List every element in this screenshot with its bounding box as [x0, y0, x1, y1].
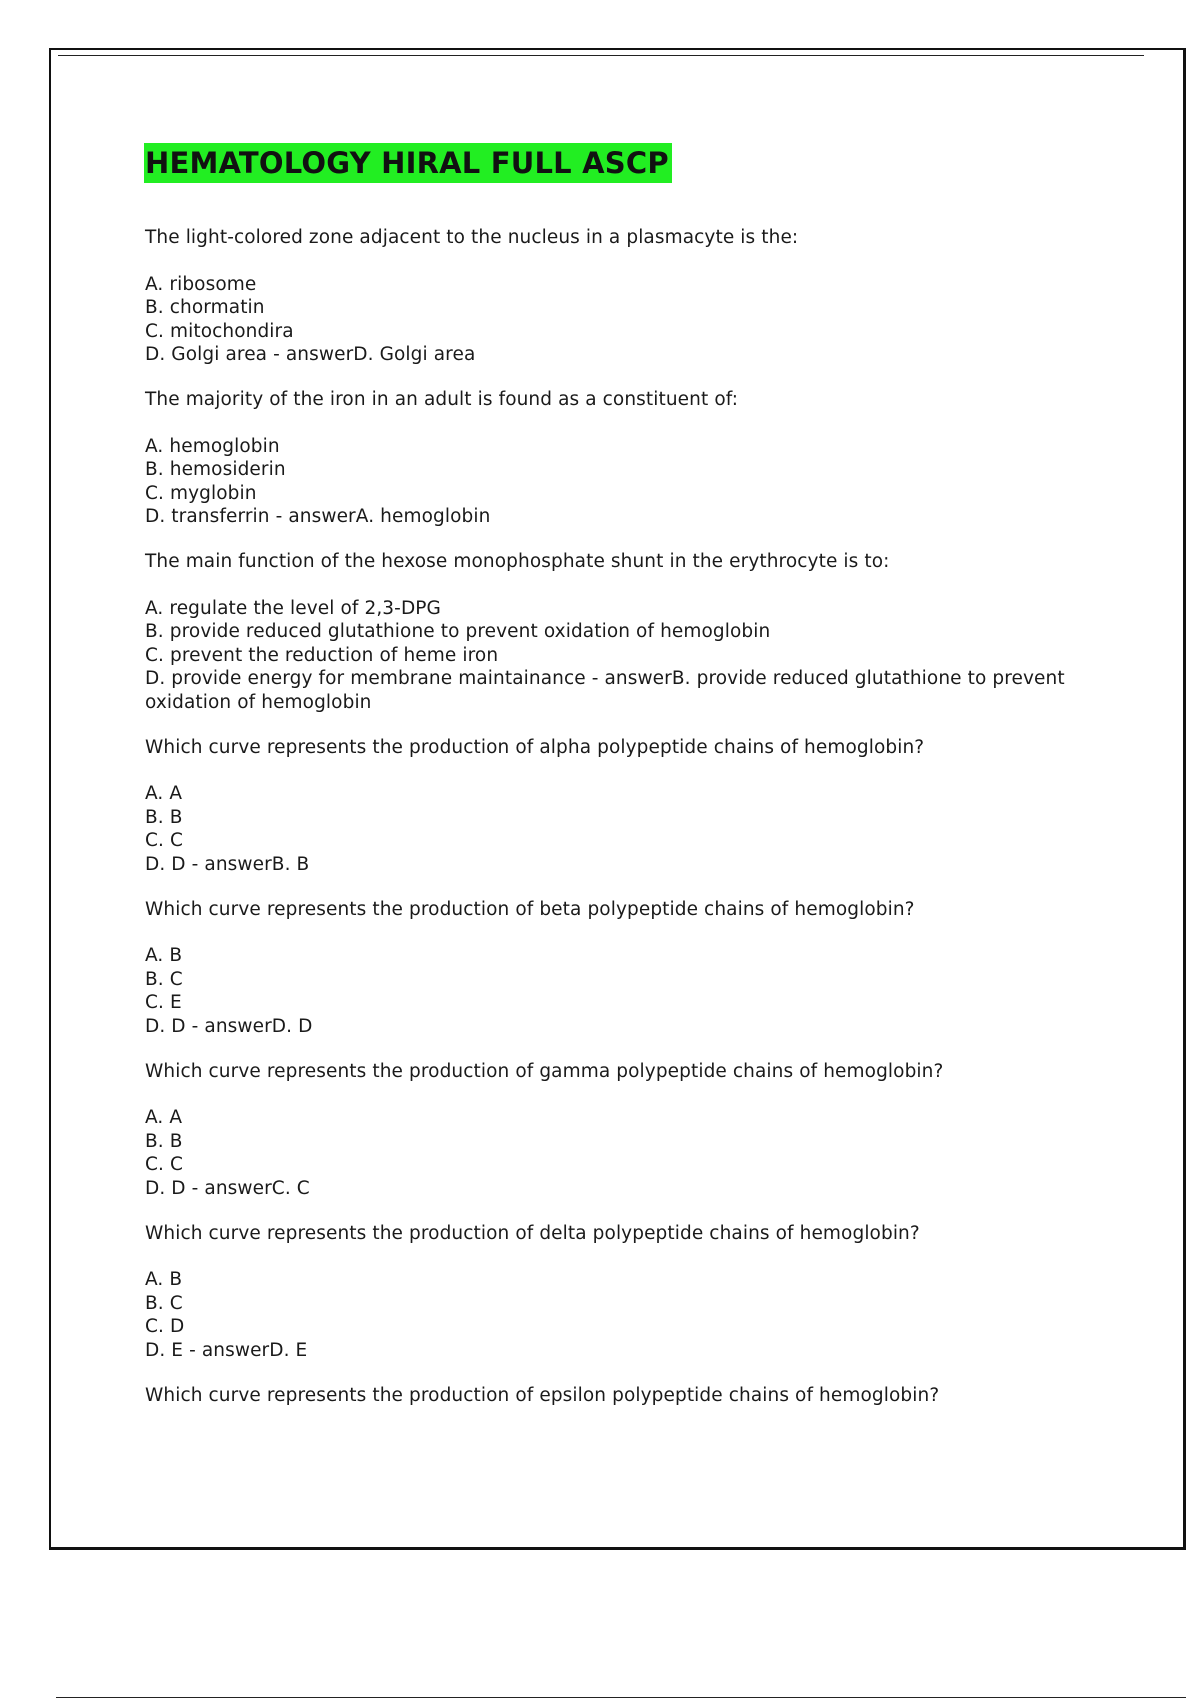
answer-option: B. chormatin — [145, 297, 265, 318]
question-stem: The light-colored zone adjacent to the nucleus in a plasmacyte is the: — [145, 227, 799, 248]
answer-options — [145, 435, 1085, 529]
answer-option: D. D - answerD. D — [145, 1015, 313, 1037]
question-stem: Which curve represents the production of alpha polypeptide chains of hemoglobin? — [145, 736, 925, 758]
answer-option: B. hemosiderin — [145, 459, 286, 480]
answer-options — [145, 1268, 1085, 1362]
question-stem: The majority of the iron in an adult is found as a constituent of: — [145, 389, 739, 410]
answer-option: D. D - answerC. C — [145, 1177, 310, 1199]
answer-option: B. B — [145, 806, 183, 828]
answer-options — [145, 273, 1085, 367]
question-stem: Which curve represents the production of delta polypeptide chains of hemoglobin? — [145, 1222, 920, 1244]
answer-option: B. B — [145, 1130, 183, 1152]
answer-option: D. E - answerD. E — [145, 1339, 308, 1361]
answer-option: B. C — [145, 968, 183, 990]
bottom-rule — [56, 1697, 1186, 1698]
answer-option: B. C — [145, 1292, 183, 1314]
answer-option: B. provide reduced glutathione to prevent oxidation of hemoglobin — [145, 621, 771, 642]
answer-option: C. C — [145, 1154, 183, 1175]
question-stem: Which curve represents the production of beta polypeptide chains of hemoglobin? — [145, 898, 915, 920]
answer-option: D. D - answerB. B — [145, 853, 310, 875]
answer-option: A. B — [145, 945, 183, 966]
answer-option: A. B — [145, 1269, 183, 1290]
answer-option: C. D — [145, 1316, 185, 1337]
answer-option: A. A — [145, 783, 183, 804]
answer-option: A. regulate the level of 2,3-DPG — [145, 597, 441, 619]
answer-options — [145, 1106, 1085, 1200]
answer-option: A. ribosome — [145, 273, 257, 295]
question-stem: The main function of the hexose monophosphate shunt in the erythrocyte is to: — [145, 551, 890, 572]
question-stem: Which curve represents the production of epsilon polypeptide chains of hemoglobin? — [145, 1384, 940, 1406]
answer-option: D. Golgi area - answerD. Golgi area — [145, 344, 476, 365]
answer-option: D. transferrin - answerA. hemoglobin — [145, 506, 491, 527]
answer-option: C. C — [145, 830, 183, 851]
answer-option: A. hemoglobin — [145, 435, 280, 457]
top-rule — [58, 55, 1144, 56]
answer-option: D. provide energy for membrane maintainance - answerB. provide reduced glutathione to prevent oxidation of hemoglobin — [145, 668, 1065, 713]
document-body — [145, 143, 1085, 1430]
answer-option: C. myglobin — [145, 482, 257, 504]
document-title: HEMATOLOGY HIRAL FULL ASCP — [144, 143, 672, 183]
answer-option: A. A — [145, 1107, 183, 1128]
answer-options — [145, 597, 1085, 715]
answer-option: C. mitochondira — [145, 320, 294, 342]
answer-options — [145, 782, 1085, 876]
answer-option: C. prevent the reduction of heme iron — [145, 644, 499, 666]
question-stem: Which curve represents the production of gamma polypeptide chains of hemoglobin? — [145, 1060, 944, 1082]
answer-options — [145, 944, 1085, 1038]
answer-option: C. E — [145, 992, 182, 1013]
